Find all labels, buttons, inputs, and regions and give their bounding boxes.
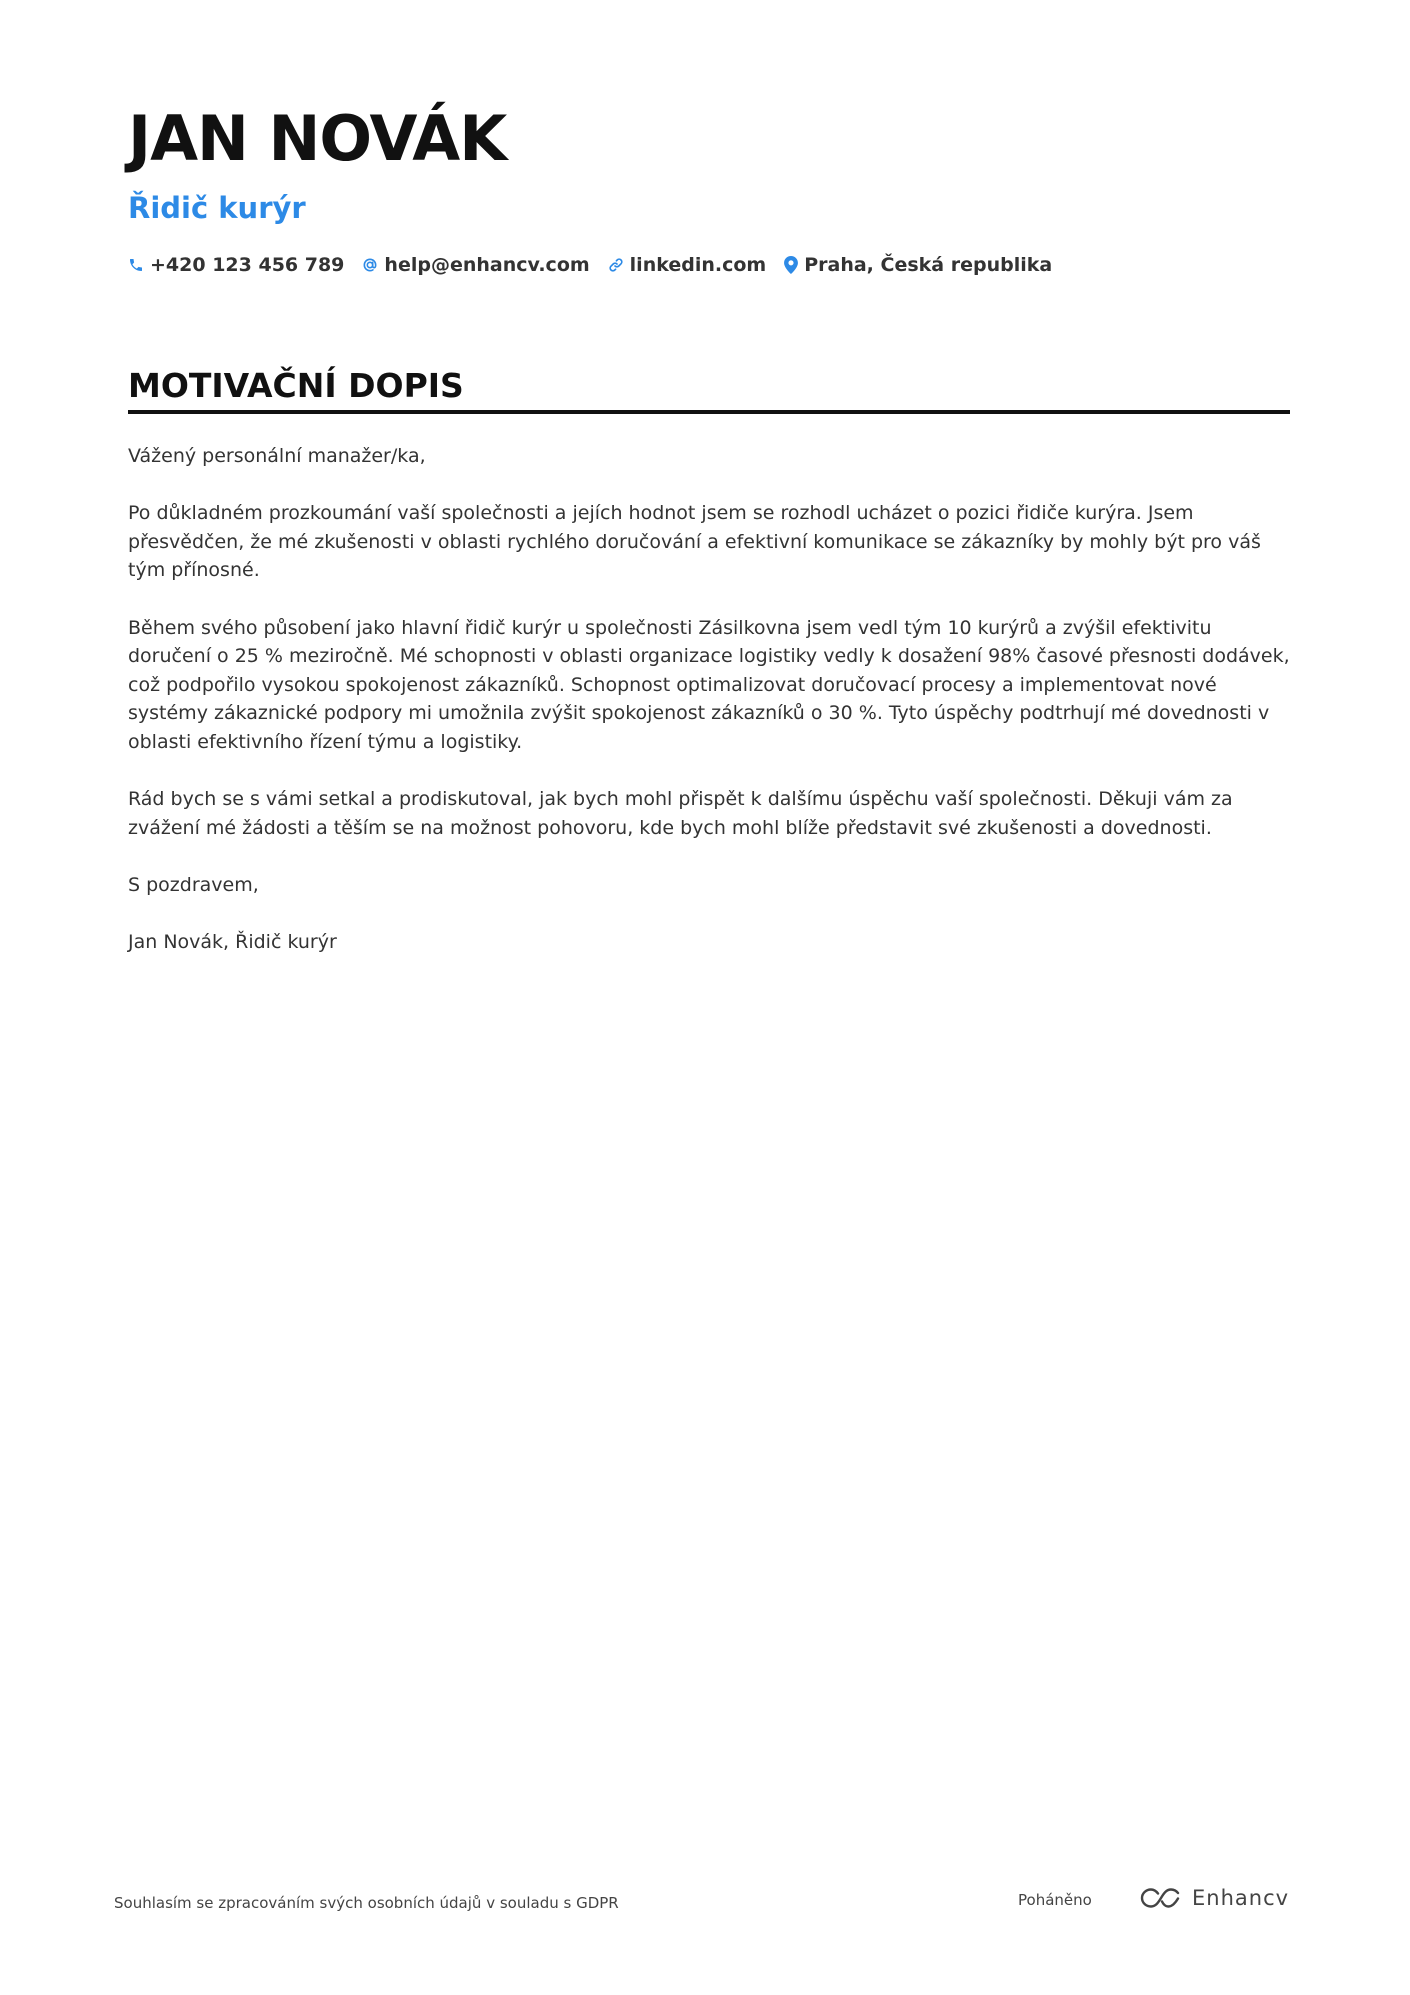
linkedin-link[interactable]: linkedin.com (629, 254, 767, 276)
contact-linkedin[interactable] (608, 254, 767, 276)
enhancv-logo-icon (1138, 1886, 1184, 1910)
at-icon (362, 257, 378, 273)
phone-number: +420 123 456 789 (150, 254, 345, 276)
powered-by-label: Poháněno (1018, 1891, 1092, 1909)
contact-phone (128, 254, 344, 276)
job-title: Řidič kurýr (128, 191, 306, 225)
applicant-name: JAN NOVÁK (128, 102, 507, 175)
contact-info (128, 254, 1052, 276)
email-address[interactable]: help@enhancv.com (384, 254, 590, 276)
gdpr-consent: Souhlasím se zpracováním svých osobních údajů v souladu s GDPR (114, 1894, 619, 1912)
contact-email[interactable] (362, 254, 589, 276)
section-divider (128, 410, 1290, 414)
location-text: Praha, Česká republika (804, 254, 1053, 276)
letter-body (128, 442, 1290, 985)
section-title: MOTIVAČNÍ DOPIS (128, 366, 464, 405)
link-icon (608, 257, 624, 273)
location-pin-icon (784, 256, 798, 274)
letter-signature: Jan Novák, Řidič kurýr (128, 931, 337, 954)
letter-paragraph: Během svého působení jako hlavní řidič kurýr u společnosti Zásilkovna jsem vedl tým 10 kurýrů a zvýšil efektivitu doručení o 25 % meziročně. Mé schopnosti v oblasti organizace logistiky vedly k dosažení 98% časové přesnosti dodávek, což podpořilo vysokou spokojenost zákazníků. Schopnost optimalizovat doručovací procesy a implementovat nové systémy zákaznické podpory mi umožnila zvýšit spokojenost zákazníků o 30 %. Tyto úspěchy podtrhují mé dovednosti v oblasti efektivního řízení týmu a logistiky. (128, 616, 1290, 753)
letter-closing: S pozdravem, (128, 873, 259, 896)
enhancv-brand-name[interactable]: Enhancv (1192, 1886, 1290, 1910)
contact-location (784, 254, 1052, 276)
letter-salutation: Vážený personální manažer/ka, (128, 445, 426, 467)
enhancv-logo[interactable] (1138, 1886, 1289, 1910)
phone-icon (128, 257, 144, 273)
letter-paragraph: Po důkladném prozkoumání vaší společnosti a jejích hodnot jsem se rozhodl ucházet o pozici řidiče kurýra. Jsem přesvědčen, že mé zkušenosti v oblasti rychlého doručování a efektivní komunikace se zákazníky by mohly být pro váš tým přínosné. (128, 502, 1261, 582)
letter-paragraph: Rád bych se s vámi setkal a prodiskutoval, jak bych mohl přispět k dalšímu úspěchu vaší společnosti. Děkuji vám za zvážení mé žádosti a těším se na možnost pohovoru, kde bych mohl blíže představit své zkušenosti a dovednosti. (128, 788, 1233, 839)
